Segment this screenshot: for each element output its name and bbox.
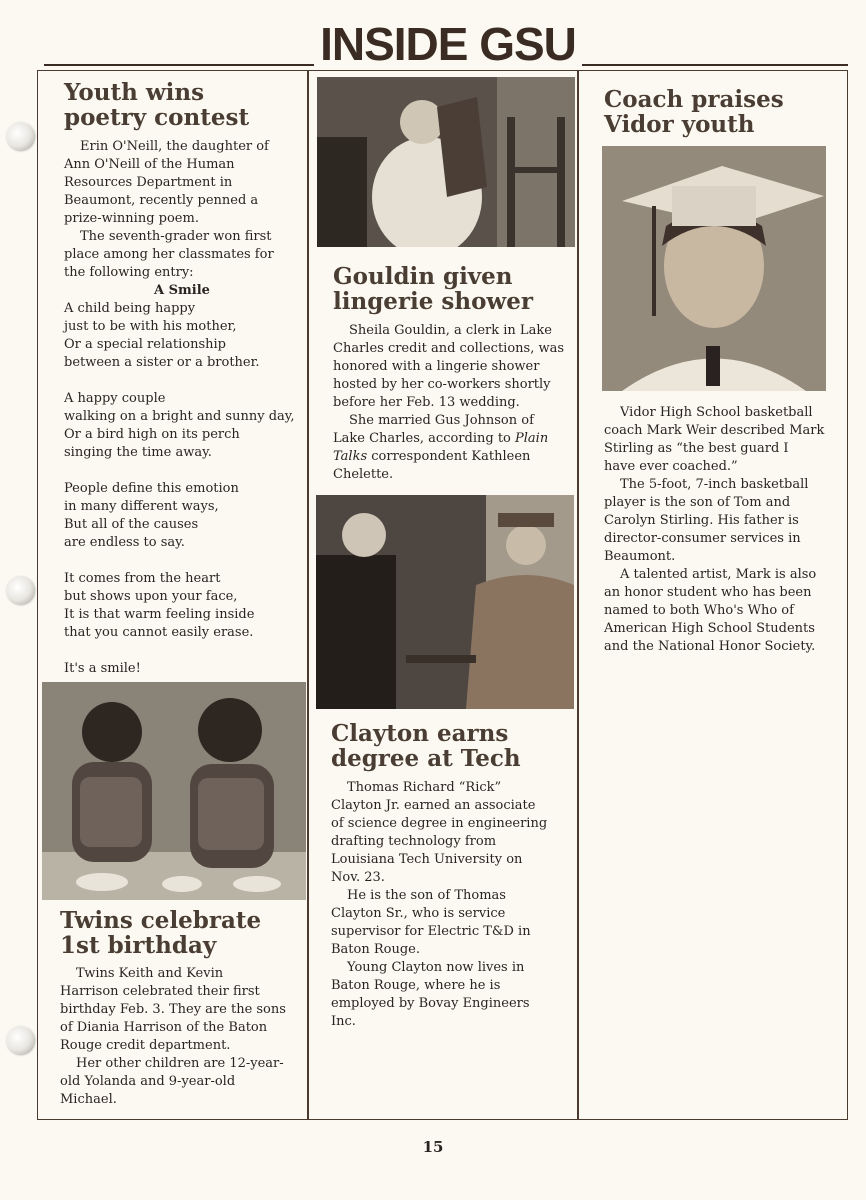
poem-title: A Smile: [154, 283, 210, 298]
masthead-rule-right: [582, 64, 848, 66]
twins-article: [60, 908, 300, 1109]
poem-closing: It's a smile!: [64, 661, 141, 676]
poem-stanza-4: It comes from the heart but shows upon your face, It is that warm feeling inside that you cannot easily erase.: [64, 571, 255, 640]
clayton-article: [331, 721, 571, 1031]
binder-hole-top: [6, 122, 34, 150]
gouldin-headline: Gouldin given lingerie shower: [333, 263, 533, 315]
twins-paragraph-1: Twins Keith and Kevin Harrison celebrated their first birthday Feb. 3. They are the sons of Diania Harrison of the Baton Rouge credit department.: [60, 966, 286, 1053]
gouldin-photo: [317, 77, 575, 247]
poetry-headline: Youth wins poetry contest: [64, 79, 250, 131]
vidor-article: [604, 404, 842, 656]
vidor-paragraph-1: Vidor High School basketball coach Mark Weir described Mark Stirling as “the best guard I have ever coached.”: [604, 405, 825, 474]
clayton-paragraph-3: Young Clayton now lives in Baton Rouge, where he is employed by Bovay Engineers Inc.: [331, 960, 530, 1029]
column-divider-2: [577, 70, 579, 1120]
gouldin-paragraph-2: She married Gus Johnson of Lake Charles, according to Plain Talks correspondent Kathleen Chelette.: [333, 413, 549, 482]
clayton-headline: Clayton earns degree at Tech: [331, 720, 521, 772]
poetry-paragraph-2: The seventh-grader won first place among her classmates for the following entry:: [64, 229, 274, 280]
masthead-rule-left: [44, 64, 314, 66]
binder-hole-middle: [6, 576, 34, 604]
vidor-headline-block: [604, 87, 840, 137]
masthead-title: INSIDE GSU: [320, 18, 576, 70]
twins-photo: [42, 682, 306, 900]
clayton-photo: [316, 495, 574, 709]
vidor-paragraph-2: The 5-foot, 7-inch basketball player is the son of Tom and Carolyn Stirling. His father is director-consumer services in Beaumont.: [604, 477, 809, 564]
clayton-paragraph-2: He is the son of Thomas Clayton Sr., who is service supervisor for Electric T&D in Baton Rouge.: [331, 888, 531, 957]
vidor-paragraph-3: A talented artist, Mark is also an honor student who has been named to both Who's Who of American High School Students and the National Honor Society.: [604, 567, 817, 654]
binder-hole-bottom: [6, 1026, 34, 1054]
poem-stanza-1: A child being happy just to be with his mother, Or a special relationship between a sister or a brother.: [64, 301, 260, 370]
poetry-article: [64, 80, 300, 678]
poem-stanza-3: People define this emotion in many different ways, But all of the causes are endless to say.: [64, 481, 239, 550]
vidor-headline: Coach praises Vidor youth: [604, 86, 784, 138]
twins-headline: Twins celebrate 1st birthday: [60, 907, 262, 959]
vidor-photo: [602, 146, 826, 391]
gouldin-paragraph-1: Sheila Gouldin, a clerk in Lake Charles credit and collections, was honored with a lingerie shower hosted by her co-workers shortly before her Feb. 13 wedding.: [333, 323, 565, 410]
page-number: 15: [422, 1138, 444, 1156]
column-divider-1: [307, 70, 309, 1120]
twins-paragraph-2: Her other children are 12-year- old Yolanda and 9-year-old Michael.: [60, 1056, 284, 1107]
poem-stanza-2: A happy couple walking on a bright and sunny day, Or a bird high on its perch singing the time away.: [64, 391, 295, 460]
poetry-paragraph-1: Erin O'Neill, the daughter of Ann O'Neill of the Human Resources Department in Beaumont, recently penned a prize-winning poem.: [64, 139, 269, 226]
clayton-paragraph-1: Thomas Richard “Rick” Clayton Jr. earned an associate of science degree in engineering drafting technology from Louisiana Tech University on Nov. 23.: [331, 780, 548, 885]
gouldin-article: [333, 264, 571, 484]
